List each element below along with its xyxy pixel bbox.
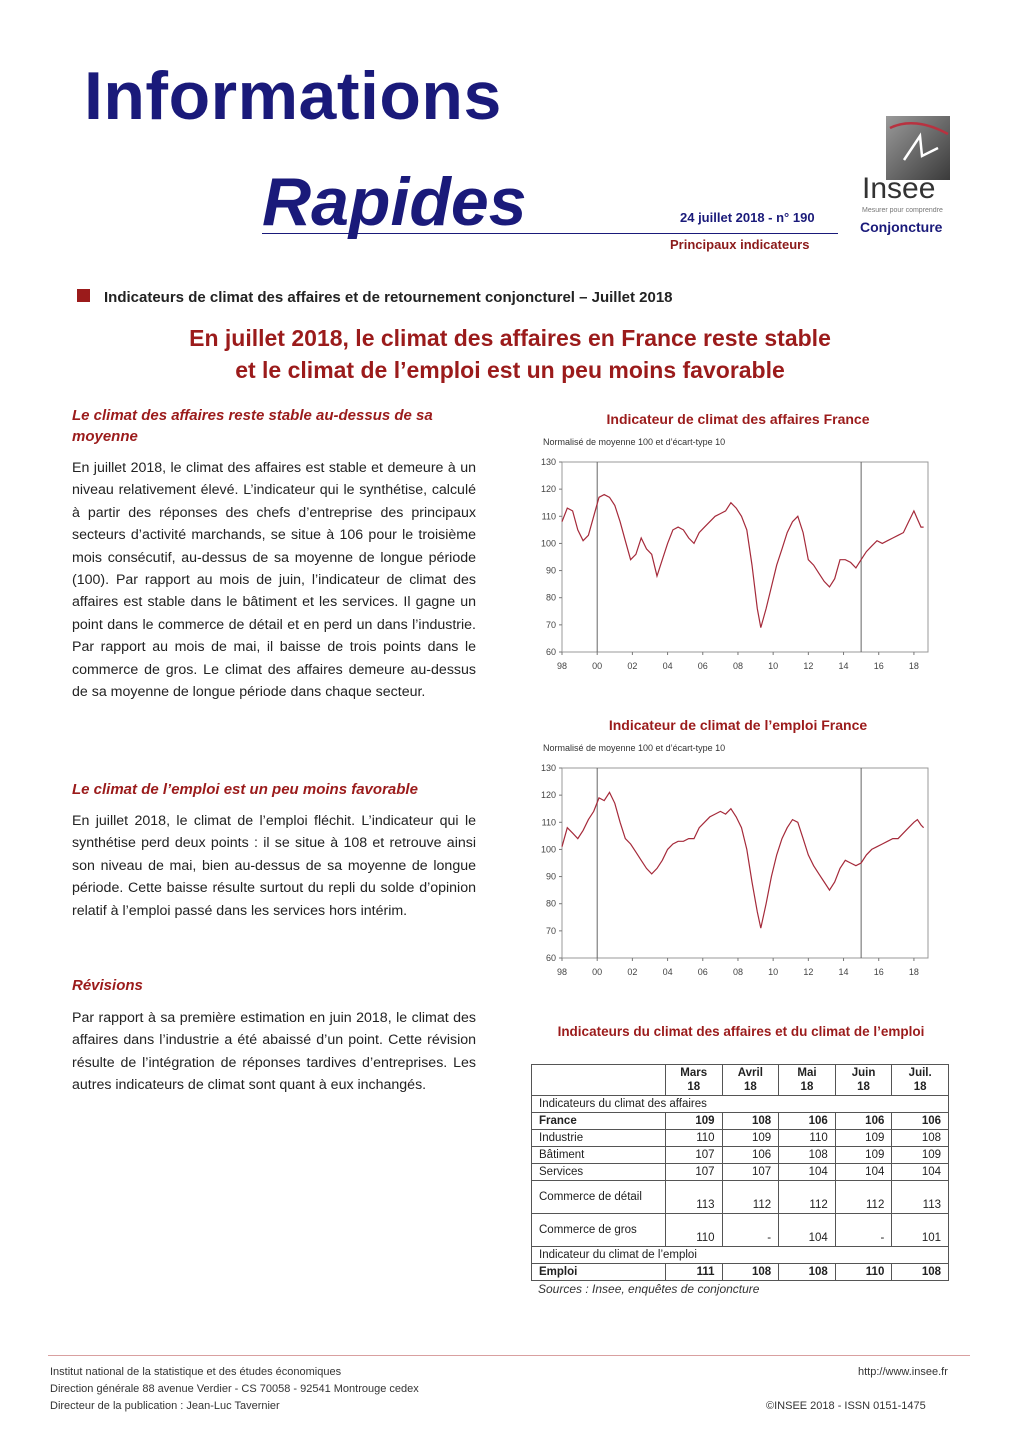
footer-address	[50, 1364, 419, 1415]
table-row	[532, 1130, 949, 1147]
table-cell: 106	[892, 1113, 949, 1130]
table-cell: 107	[665, 1164, 722, 1181]
x-tick-label: 04	[662, 661, 673, 671]
x-tick-label: 06	[697, 661, 708, 671]
x-tick-label: 08	[732, 967, 743, 977]
x-tick-label: 06	[697, 967, 708, 977]
table-header-avril: Avril 18	[722, 1065, 779, 1096]
table-cell: 113	[892, 1181, 949, 1214]
table-cell: 111	[665, 1264, 722, 1281]
plot-frame	[562, 768, 928, 958]
table-cell: 108	[892, 1130, 949, 1147]
x-tick-label: 02	[627, 661, 638, 671]
table-header-juin: Juin 18	[835, 1065, 892, 1096]
table-section-emploi-label: Indicateur du climat de l’emploi	[532, 1247, 949, 1264]
table-header-mai: Mai 18	[779, 1065, 836, 1096]
table-section-emploi	[532, 1247, 949, 1264]
table-row-label: Industrie	[532, 1130, 666, 1147]
table-row	[532, 1147, 949, 1164]
series-line	[562, 495, 924, 628]
y-tick-label: 120	[540, 790, 556, 801]
masthead-subtitle: Rapides	[262, 164, 527, 240]
table-title: Indicateurs du climat des affaires et du climat de l’emploi	[557, 1024, 925, 1039]
table-row-label: Commerce de gros	[532, 1214, 666, 1247]
y-tick-label: 90	[545, 565, 556, 576]
table-cell: 110	[665, 1214, 722, 1247]
y-tick-label: 60	[545, 647, 556, 657]
series-label: Principaux indicateurs	[670, 237, 810, 252]
section-heading-affaires: Le climat des affaires reste stable au-dessus de sa moyenne	[72, 407, 433, 445]
headline-line-1: En juillet 2018, le climat des affaires en France reste stable	[189, 325, 831, 351]
table-cell: 108	[722, 1264, 779, 1281]
table-cell: 113	[665, 1181, 722, 1214]
x-tick-label: 14	[838, 661, 849, 671]
table-cell: 104	[779, 1164, 836, 1181]
y-tick-label: 80	[545, 592, 556, 603]
x-tick-label: 16	[873, 967, 884, 977]
table-cell: 106	[835, 1113, 892, 1130]
x-tick-label: 10	[768, 967, 779, 977]
table-cell: 101	[892, 1214, 949, 1247]
table-cell: 109	[665, 1113, 722, 1130]
table-cell: 106	[779, 1113, 836, 1130]
footer-copyright: ©INSEE 2018 - ISSN 0151-1475	[766, 1400, 926, 1412]
headline-line-2: et le climat de l’emploi est un peu moins favorable	[235, 357, 785, 383]
table-header-mars: Mars 18	[665, 1065, 722, 1096]
y-tick-label: 130	[540, 457, 556, 467]
logo-sub: Conjoncture	[860, 219, 943, 235]
table-row	[532, 1164, 949, 1181]
x-tick-label: 18	[908, 661, 919, 671]
table-row-label: Emploi	[532, 1264, 666, 1281]
table-cell: 108	[779, 1264, 836, 1281]
table-cell: 106	[722, 1147, 779, 1164]
x-tick-label: 00	[592, 661, 603, 671]
x-tick-label: 16	[873, 661, 884, 671]
section-body-affaires: En juillet 2018, le climat des affaires est stable et demeure à un niveau relativement élevé. L’indicateur qui le synthétise, calculé à partir des réponses des chefs d’entreprise des principaux secteurs d’activité marchands, se situe à 106 pour le troisième mois consécutif, au-dessus de sa moyenne de longue période (100). Par rapport au mois de juin, l’indicateur de climat des affaires est stable dans le bâtiment et les services. Il gagne un point dans le commerce de détail et en perd un dans l’industrie. Par rapport au mois de mai, il baisse de trois points dans le commerce de gros. Le climat des affaires demeure au-dessus de sa moyenne de longue période dans chaque secteur.	[72, 460, 476, 701]
y-tick-label: 100	[540, 844, 556, 855]
y-tick-label: 80	[545, 898, 556, 909]
table-cell: 108	[722, 1113, 779, 1130]
section-body-revisions: Par rapport à sa première estimation en juin 2018, le climat des affaires dans l’industrie a été abaissé d’un point. Cette révision résulte de l’intégration de réponses tardives d’entreprises. Les autres indicateurs de climat sont quant à eux inchangés.	[72, 1010, 476, 1094]
y-tick-label: 90	[545, 871, 556, 882]
table-row	[532, 1264, 949, 1281]
table-cell: 108	[779, 1147, 836, 1164]
table-cell: 110	[835, 1264, 892, 1281]
chart-affaires-note: Normalisé de moyenne 100 et d’écart-type 10	[543, 437, 726, 447]
table-sources: Sources : Insee, enquêtes de conjoncture	[538, 1282, 760, 1296]
table-cell: 109	[892, 1147, 949, 1164]
table-header-juil: Juil. 18	[892, 1065, 949, 1096]
indicators-table	[531, 1064, 949, 1281]
y-tick-label: 70	[545, 619, 556, 630]
table-row	[532, 1181, 949, 1214]
table-cell: 110	[779, 1130, 836, 1147]
x-tick-label: 98	[556, 967, 568, 977]
chart-affaires	[530, 452, 950, 692]
y-tick-label: 70	[545, 925, 556, 936]
masthead-divider	[262, 233, 838, 234]
footer-line-3: Directeur de la publication : Jean-Luc Tavernier	[50, 1400, 280, 1412]
insee-logo-icon	[886, 116, 950, 180]
section-heading-revisions: Révisions	[72, 977, 143, 994]
x-tick-label: 14	[838, 967, 849, 977]
headline	[60, 322, 960, 386]
table-cell: 110	[665, 1130, 722, 1147]
x-tick-label: 12	[803, 967, 814, 977]
kicker: Indicateurs de climat des affaires et de retournement conjoncturel – Juillet 2018	[104, 289, 673, 306]
table-header-row	[532, 1065, 949, 1096]
x-tick-label: 18	[908, 967, 919, 977]
table-cell: -	[835, 1214, 892, 1247]
x-tick-label: 12	[803, 661, 814, 671]
chart-emploi	[530, 758, 950, 998]
x-tick-label: 10	[768, 661, 779, 671]
table-cell: 109	[722, 1130, 779, 1147]
table-cell: 107	[722, 1164, 779, 1181]
table-row-label: Bâtiment	[532, 1147, 666, 1164]
plot-frame	[562, 462, 928, 652]
table-row	[532, 1113, 949, 1130]
table-cell: 104	[779, 1214, 836, 1247]
y-tick-label: 110	[541, 511, 556, 522]
table-row-label: Commerce de détail	[532, 1181, 666, 1214]
chart-emploi-note: Normalisé de moyenne 100 et d’écart-type 10	[543, 743, 726, 753]
y-tick-label: 100	[540, 538, 556, 549]
logo-tagline: Mesurer pour comprendre	[862, 207, 943, 214]
footer-line-1: Institut national de la statistique et des études économiques	[50, 1366, 342, 1378]
table-row-label: Services	[532, 1164, 666, 1181]
table-row-label: France	[532, 1113, 666, 1130]
footer-website-link[interactable]: http://www.insee.fr	[858, 1366, 948, 1378]
footer-line-2: Direction générale 88 avenue Verdier - CS 70058 - 92541 Montrouge cedex	[50, 1383, 419, 1395]
issue-date: 24 juillet 2018 - n° 190	[680, 210, 815, 225]
x-tick-label: 98	[556, 661, 568, 671]
table-cell: 112	[779, 1181, 836, 1214]
y-tick-label: 110	[541, 817, 556, 828]
table-section-affaires	[532, 1096, 949, 1113]
y-tick-label: 120	[540, 484, 556, 495]
footer-divider	[48, 1355, 970, 1356]
bullet-square-icon	[77, 289, 90, 302]
y-tick-label: 60	[545, 953, 556, 963]
x-tick-label: 02	[627, 967, 638, 977]
table-row	[532, 1214, 949, 1247]
x-tick-label: 04	[662, 967, 673, 977]
table-cell: 107	[665, 1147, 722, 1164]
chart-affaires-title: Indicateur de climat des affaires France	[606, 411, 870, 427]
masthead-title: Informations	[84, 58, 502, 134]
series-line	[562, 792, 924, 928]
table-cell: 109	[835, 1147, 892, 1164]
table-cell: 104	[835, 1164, 892, 1181]
y-tick-label: 130	[540, 763, 556, 773]
logo-name: Insee	[862, 172, 936, 205]
table-cell: 108	[892, 1264, 949, 1281]
section-heading-emploi: Le climat de l’emploi est un peu moins favorable	[72, 781, 418, 798]
table-cell: 112	[722, 1181, 779, 1214]
x-tick-label: 08	[732, 661, 743, 671]
table-header-empty	[532, 1065, 666, 1096]
table-cell: 104	[892, 1164, 949, 1181]
x-tick-label: 00	[592, 967, 603, 977]
table-cell: -	[722, 1214, 779, 1247]
section-body-emploi: En juillet 2018, le climat de l’emploi fléchit. L’indicateur qui le synthétise perd deux points : il se situe à 108 et retrouve ainsi son niveau de mai, bien au-dessus de sa moyenne de longue période. Cette baisse résulte surtout du repli du solde d’opinion relatif à l’emploi passé dans les services hors intérim.	[72, 813, 476, 919]
table-cell: 112	[835, 1181, 892, 1214]
chart-emploi-title: Indicateur de climat de l’emploi France	[608, 717, 868, 733]
table-section-affaires-label: Indicateurs du climat des affaires	[532, 1096, 949, 1113]
table-cell: 109	[835, 1130, 892, 1147]
